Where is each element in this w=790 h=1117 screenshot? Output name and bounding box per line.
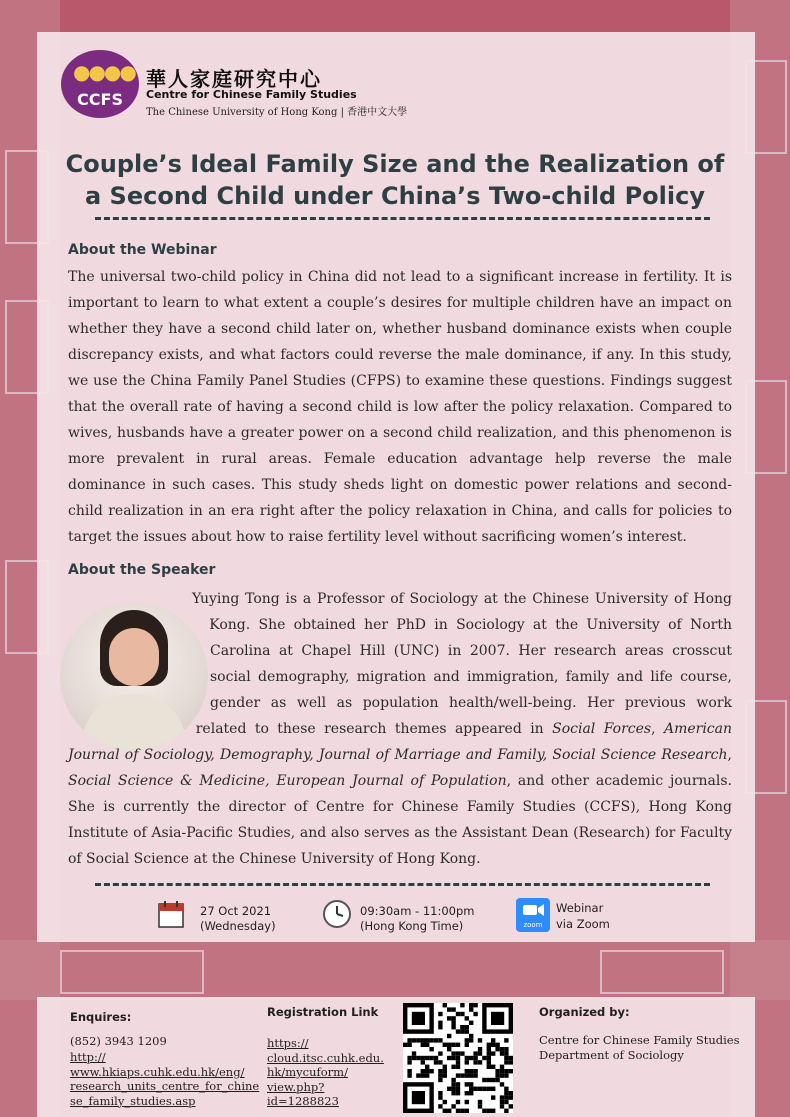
zoom-icon — [516, 898, 550, 932]
journal-list-1: Social Forces — [552, 721, 652, 737]
logo-abbr: CCFS — [77, 90, 123, 109]
speaker-divider — [95, 883, 710, 886]
event-date: 27 Oct 2021 — [200, 904, 272, 918]
organizer-heading: Organized by: — [539, 1005, 630, 1019]
speaker-bio: Yuying Tong is a Professor of Sociology at the Chinese University of Hong Kong. She obtained her PhD in Sociology at the University of North Carolina at Chapel Hill (UNC) in 2007. Her research areas crosscut social demography, migration and immigration, family and life course, gender as well as population health/well-being. Her previous work related to these research themes appeared in Social Forces, American Journal of Sociology, Demography, Journal of Marriage and Family, Social Science Research, Social Science & Medicine, European Journal of Population, and other academic journals. She is currently the director of Centre for Chinese Family Studies (CCFS), Hong Kong Institute of Asia-Pacific Studies, and also serves as the Assistant Dean (Research) for Faculty of Social Science at the Chinese University of Hong Kong. — [68, 591, 733, 867]
journal-list-2: American Journal of Sociology, Demography, Journal of Marriage and Family, Social Science Research — [68, 721, 733, 763]
enquiries-heading: Enquires: — [70, 1010, 132, 1024]
org-name-english: Centre for Chinese Family Studies — [146, 88, 357, 101]
event-platform: via Zoom — [556, 917, 610, 931]
registration-heading: Registration Link — [267, 1005, 379, 1019]
title-divider — [95, 217, 710, 220]
organizer-department: Department of Sociology — [539, 1048, 684, 1062]
calendar-icon — [157, 899, 185, 929]
event-timezone: (Hong Kong Time) — [360, 919, 464, 933]
registration-link[interactable]: https:// cloud.itsc.cuhk.edu. hk/mycuform/ view.php? id=1288823 — [267, 1036, 384, 1108]
registration-qr-code[interactable] — [403, 1003, 513, 1113]
speaker-heading: About the Speaker — [68, 562, 216, 578]
family-people-icon: ●●●● — [73, 60, 135, 84]
event-weekday: (Wednesday) — [200, 919, 276, 933]
enquiries-link[interactable]: http:// www.hkiaps.cuhk.edu.hk/eng/ research_units_centre_for_chine se_family_studies.asp — [70, 1050, 260, 1108]
ccfs-logo — [61, 50, 139, 118]
clock-icon — [322, 899, 352, 929]
organizer-name: Centre for Chinese Family Studies — [539, 1033, 740, 1047]
zoom-label: zoom — [523, 921, 543, 929]
webinar-description: The universal two-child policy in China did not lead to a significant increase in fertility. It is important to learn to what extent a couple’s desires for multiple children have an impact on whether they have a second child later on, whether husband dominance exists when couple discrepancy exists, and what factors could reverse the male dominance, if any. In this study, we use the China Family Panel Studies (CFPS) to examine these questions. Findings suggest that the overall rate of having a second child is low after the policy relaxation. Compared to wives, husbands have a greater power on a second child realization, and this phenomenon is more prevalent in rural areas. Female education advantage help reverse the male dominance in such cases. This study sheds light on domestic power relations and second-child realization in an era right after the policy relaxation in China, and calls for policies to target the issues about how to raise fertility level without sacrificing women’s interest. — [68, 269, 732, 545]
webinar-heading: About the Webinar — [68, 242, 217, 258]
event-format: Webinar — [556, 901, 604, 915]
org-name-chinese: 華人家庭研究中心 — [146, 67, 322, 91]
university-name: The Chinese University of Hong Kong | 香港中文大學 — [146, 107, 408, 118]
page-title: Couple’s Ideal Family Size and the Realization of a Second Child under China’s Two-child Policy — [65, 150, 725, 210]
journal-list-3: Social Science & Medicine, European Journal of Population — [68, 773, 507, 789]
enquiries-phone: (852) 3943 1209 — [70, 1034, 167, 1048]
event-time: 09:30am - 11:00pm — [360, 904, 475, 918]
